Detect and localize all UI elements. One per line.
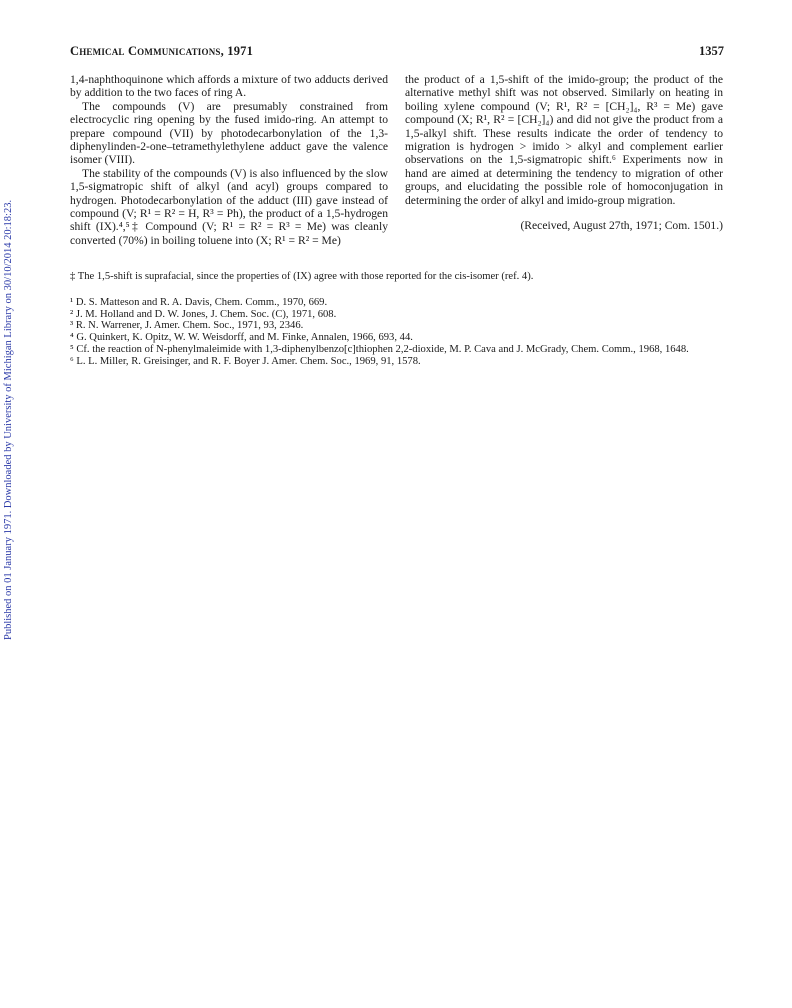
- paragraph: the product of a 1,5-shift of the imido-group; the product of the alternative methyl shift was not observed. Similarly on heating in boiling xylene compound (V; R¹, R² = [CH₂]₄, R³ = Me) gave compound (X; R¹, R² = [CH₂]₄) and did not give the product from a 1,5-alkyl shift. These results indicate the order of tendency to migration is hydrogen > imido > alkyl and complement earlier observations on the 1,5-sigmatropic shift.⁶ Experiments now in hand are aimed at determining the tendency to migration of other groups, and elucidating the possible role of homoconjugation in determining the order of alkyl and imido-group migration.: [405, 73, 723, 207]
- reference-item: ⁵ Cf. the reaction of N-phenylmaleimide with 1,3-diphenylbenzo[c]thiophen 2,2-dioxide, M. P. Cava and J. McGrady, Chem. Comm., 1968, 1648.: [70, 343, 689, 355]
- reference-list: [70, 297, 724, 368]
- running-header: [70, 44, 724, 60]
- left-column: [70, 73, 388, 247]
- paragraph: 1,4-naphthoquinone which affords a mixture of two adducts derived by addition to the two faces of ring A.: [70, 73, 388, 100]
- footnotes-section: [70, 271, 724, 368]
- received-date: (Received, August 27th, 1971; Com. 1501.): [520, 219, 723, 233]
- reference-item: ³ R. N. Warrener, J. Amer. Chem. Soc., 1971, 93, 2346.: [70, 320, 304, 332]
- journal-title: Chemical Communications, 1971: [70, 44, 254, 58]
- page-number: 1357: [699, 44, 724, 58]
- reference-item: ⁶ L. L. Miller, R. Greisinger, and R. F. Boyer J. Amer. Chem. Soc., 1969, 91, 1578.: [70, 355, 421, 367]
- reference-item: ¹ D. S. Matteson and R. A. Davis, Chem. Comm., 1970, 669.: [70, 296, 328, 308]
- paragraph: The stability of the compounds (V) is also influenced by the slow 1,5-sigmatropic shift of alkyl (and acyl) groups compared to hydrogen. Photodecarbonylation of the adduct (III) gave instead of compound (V; R¹ = R² = H, R³ = Ph), the product of a 1,5-hydrogen shift (IX).⁴,⁵‡ Compound (V; R¹ = R² = R³ = Me) was cleanly converted (70%) in boiling toluene into (X; R¹ = R² = Me): [70, 166, 388, 247]
- reference-item: ⁴ G. Quinkert, K. Opitz, W. W. Weisdorff, and M. Finke, Annalen, 1966, 693, 44.: [70, 332, 413, 344]
- download-watermark: Published on 01 January 1971. Downloaded by University of Michigan Library on 30/10/2014 20:18:23.: [3, 199, 14, 640]
- right-column: [405, 73, 723, 232]
- paragraph: The compounds (V) are presumably constrained from electrocyclic ring opening by the fused imido-ring. An attempt to prepare compound (VII) by photodecarbonylation of the 1,3-diphenylinden-2-one–tetramethylethylene adduct gave the valence isomer (VIII).: [70, 99, 388, 167]
- reference-item: ² J. M. Holland and D. W. Jones, J. Chem. Soc. (C), 1971, 608.: [70, 308, 337, 320]
- footnote: ‡ The 1,5-shift is suprafacial, since the properties of (IX) agree with those reported for the cis-isomer (ref. 4).: [70, 271, 534, 282]
